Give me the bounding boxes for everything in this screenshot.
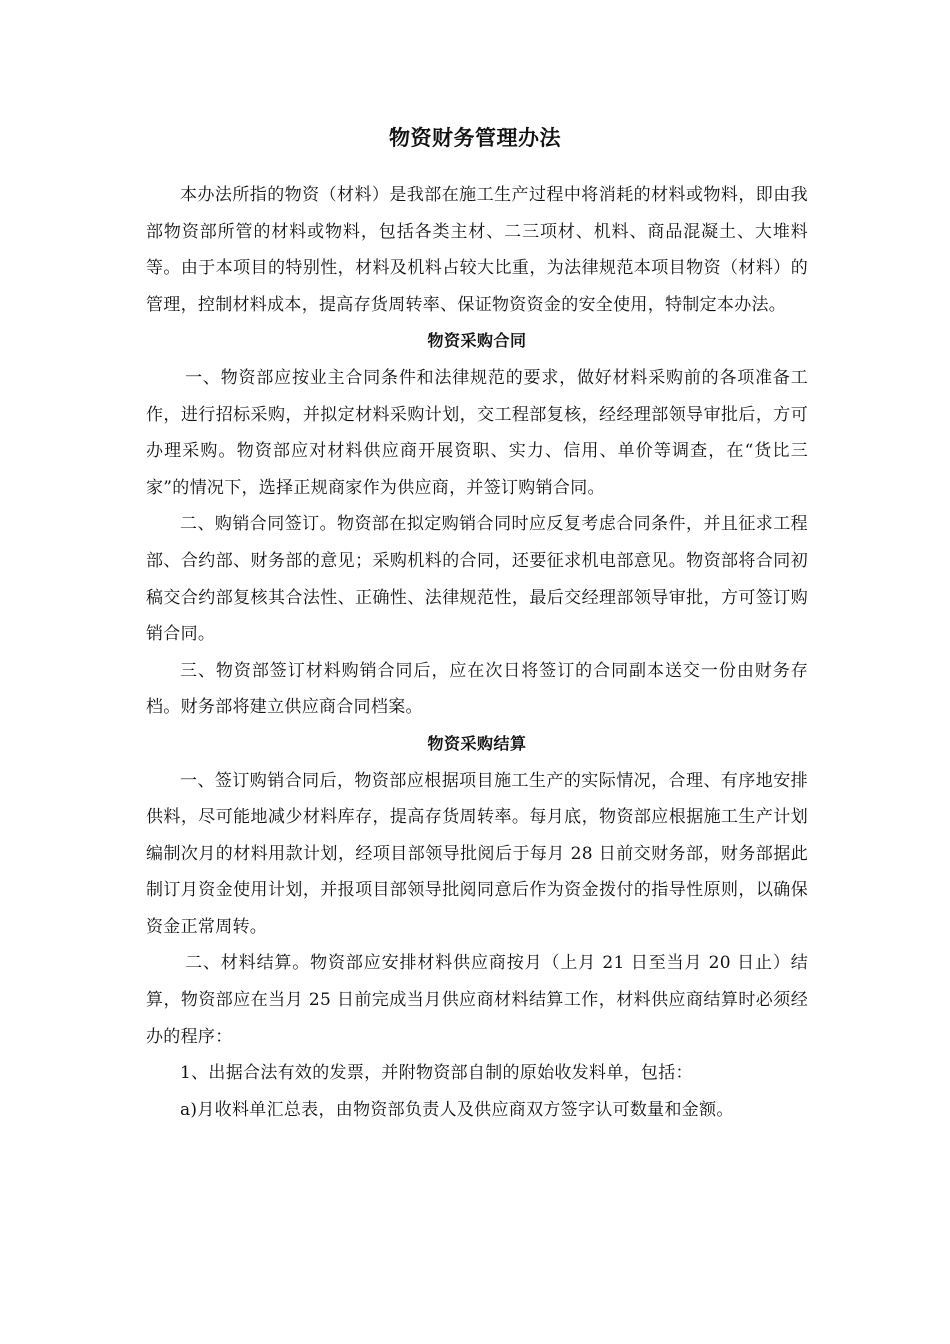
- section-heading-procurement-contract: 物资采购合同: [427, 331, 527, 351]
- paragraph: 二、购销合同签订。物资部在拟定购销合同时应反复考虑合同条件，并且征求工程部、合约部、财务部的意见；采购机料的合同，还要征求机电部意见。物资部将合同初稿交合约部复核其合法性、正确性、法律规范性，最后交经理部领导审批，方可签订购销合同。: [146, 514, 808, 645]
- list-item: a)月收料单汇总表，由物资部负责人及供应商双方签字认可数量和金额。: [180, 1099, 734, 1120]
- section-heading-procurement-settlement: 物资采购结算: [427, 733, 527, 753]
- paragraph: 二、材料结算。物资部应安排材料供应商按月（上月 21 日至当月 20 日止）结算，物资部应在当月 25 日前完成当月供应商材料结算工作，材料供应商结算时必须经办的程序：: [146, 953, 808, 1047]
- intro-paragraph: 本办法所指的物资（材料）是我部在施工生产过程中将消耗的材料或物料，即由我部物资部所管的材料或物料，包括各类主材、二三项材、机料、商品混凝土、大堆料等。由于本项目的特别性，材料及机料占较大比重，为法律规范本项目物资（材料）的管理，控制材料成本，提高存货周转率、保证物资资金的安全使用，特制定本办法。: [146, 185, 808, 315]
- document-title: 物资财务管理办法: [389, 126, 561, 150]
- paragraph: 一、签订购销合同后，物资部应根据项目施工生产的实际情况，合理、有序地安排供料，尽可能地减少材料库存，提高存货周转率。每月底，物资部应根据施工生产计划编制次月的材料用款计划，经项目部领导批阅后于每月 28 日前交财务部，财务部据此制订月资金使用计划，并报项目部领导批阅同意后作为资金拨付的指导性原则，以确保资金正常周转。: [146, 770, 808, 937]
- list-item: 1、出据合法有效的发票，并附物资部自制的原始收发料单，包括：: [180, 1063, 693, 1084]
- paragraph: 三、物资部签订材料购销合同后，应在次日将签订的合同副本送交一份由财务存档。财务部将建立供应商合同档案。: [146, 660, 808, 718]
- document-body: [146, 177, 808, 1128]
- paragraph: 一、物资部应按业主合同条件和法律规范的要求，做好材料采购前的各项准备工作，进行招标采购，并拟定材料采购计划，交工程部复核，经经理部领导审批后，方可办理采购。物资部应对材料供应商开展资职、实力、信用、单价等调查，在“货比三家”的情况下，选择正规商家作为供应商，并签订购销合同。: [146, 367, 808, 498]
